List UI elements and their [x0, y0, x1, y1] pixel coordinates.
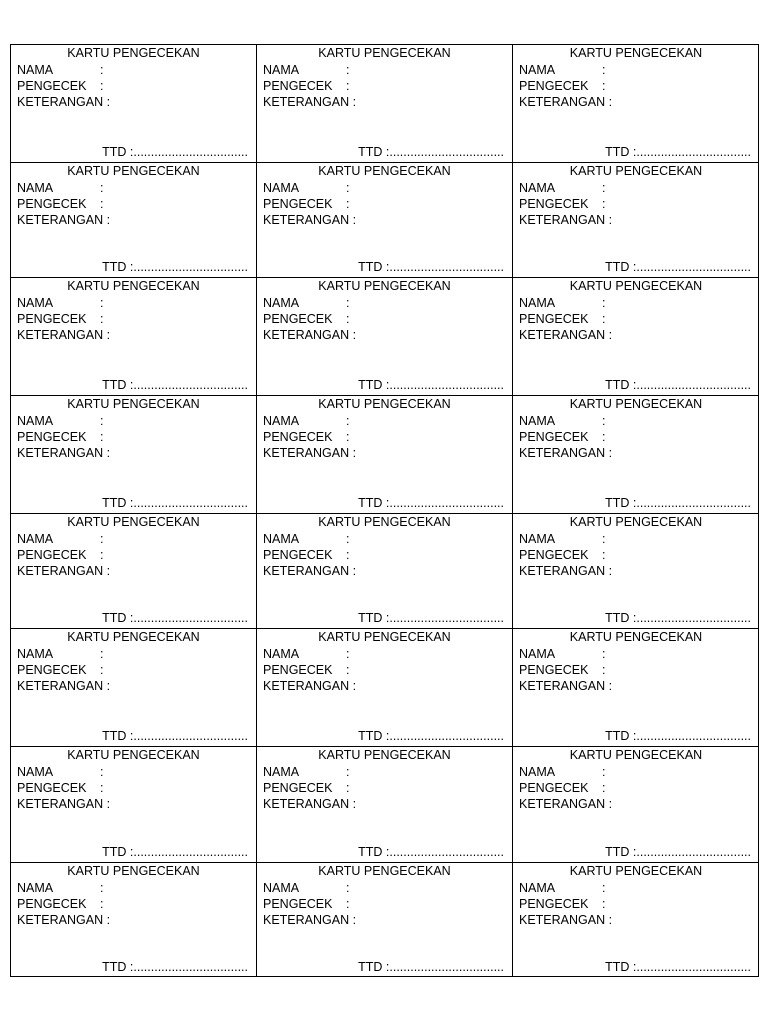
nama-field — [263, 414, 349, 429]
check-card — [513, 863, 759, 977]
nama-label: NAMA — [17, 181, 54, 195]
nama-field — [263, 181, 349, 196]
nama-colon: : — [100, 181, 104, 195]
pengecek-colon: : — [100, 548, 104, 562]
check-card — [257, 163, 513, 277]
nama-colon: : — [602, 532, 606, 546]
pengecek-label: PENGECEK — [519, 781, 589, 795]
pengecek-colon: : — [100, 897, 104, 911]
nama-colon: : — [100, 532, 104, 546]
keterangan-field — [17, 95, 110, 110]
nama-field — [519, 414, 605, 429]
card-title: KARTU PENGECEKAN — [318, 515, 451, 529]
nama-colon: : — [346, 765, 350, 779]
signature-line: TTD :................................. — [102, 611, 248, 625]
check-card — [513, 396, 759, 513]
check-card — [513, 629, 759, 746]
nama-colon: : — [346, 647, 350, 661]
check-card — [11, 45, 257, 162]
pengecek-label: PENGECEK — [263, 897, 333, 911]
nama-label: NAMA — [519, 181, 556, 195]
keterangan-field — [263, 913, 356, 928]
keterangan-field — [519, 213, 612, 228]
keterangan-field — [519, 913, 612, 928]
pengecek-field — [263, 663, 349, 678]
pengecek-colon: : — [346, 548, 350, 562]
keterangan-field — [17, 328, 110, 343]
signature-line: TTD :................................. — [358, 611, 504, 625]
keterangan-label: KETERANGAN : — [17, 213, 111, 227]
nama-label: NAMA — [263, 881, 300, 895]
nama-colon: : — [100, 414, 104, 428]
keterangan-field — [17, 564, 110, 579]
pengecek-field — [17, 897, 103, 912]
pengecek-field — [263, 781, 349, 796]
nama-label: NAMA — [263, 181, 300, 195]
pengecek-label: PENGECEK — [17, 79, 87, 93]
pengecek-field — [519, 79, 605, 94]
signature-line: TTD :................................. — [605, 729, 751, 743]
signature-line: TTD :................................. — [102, 260, 248, 274]
card-title: KARTU PENGECEKAN — [318, 397, 451, 411]
nama-label: NAMA — [263, 414, 300, 428]
nama-label: NAMA — [263, 296, 300, 310]
check-card — [11, 747, 257, 862]
card-title: KARTU PENGECEKAN — [67, 630, 200, 644]
nama-colon: : — [602, 63, 606, 77]
pengecek-label: PENGECEK — [519, 312, 589, 326]
nama-field — [263, 647, 349, 662]
pengecek-colon: : — [346, 312, 350, 326]
keterangan-field — [263, 95, 356, 110]
keterangan-label: KETERANGAN : — [17, 564, 111, 578]
keterangan-field — [17, 913, 110, 928]
check-card — [257, 629, 513, 746]
check-card — [257, 396, 513, 513]
nama-field — [263, 63, 349, 78]
nama-colon: : — [100, 647, 104, 661]
pengecek-label: PENGECEK — [17, 781, 87, 795]
keterangan-field — [263, 446, 356, 461]
nama-colon: : — [346, 414, 350, 428]
nama-colon: : — [602, 181, 606, 195]
pengecek-label: PENGECEK — [17, 197, 87, 211]
check-card-sheet — [10, 44, 759, 977]
signature-line: TTD :................................. — [358, 729, 504, 743]
keterangan-label: KETERANGAN : — [17, 328, 111, 342]
nama-field — [17, 181, 103, 196]
pengecek-field — [263, 548, 349, 563]
nama-colon: : — [602, 414, 606, 428]
keterangan-label: KETERANGAN : — [17, 797, 111, 811]
keterangan-field — [17, 797, 110, 812]
card-title: KARTU PENGECEKAN — [569, 864, 703, 878]
pengecek-colon: : — [602, 781, 606, 795]
nama-colon: : — [602, 647, 606, 661]
signature-line: TTD :................................. — [102, 496, 248, 510]
card-title: KARTU PENGECEKAN — [67, 279, 200, 293]
pengecek-colon: : — [100, 663, 104, 677]
pengecek-field — [519, 312, 605, 327]
card-title: KARTU PENGECEKAN — [569, 279, 703, 293]
keterangan-field — [17, 213, 110, 228]
nama-colon: : — [100, 765, 104, 779]
card-row — [11, 278, 758, 396]
keterangan-field — [17, 679, 110, 694]
signature-line: TTD :................................. — [102, 378, 248, 392]
signature-line: TTD :................................. — [358, 145, 504, 159]
nama-field — [17, 765, 103, 780]
card-title: KARTU PENGECEKAN — [569, 46, 703, 60]
signature-line: TTD :................................. — [358, 845, 504, 859]
pengecek-label: PENGECEK — [17, 897, 87, 911]
nama-label: NAMA — [17, 765, 54, 779]
nama-label: NAMA — [519, 765, 556, 779]
signature-line: TTD :................................. — [605, 145, 751, 159]
pengecek-colon: : — [100, 781, 104, 795]
pengecek-colon: : — [602, 897, 606, 911]
signature-line: TTD :................................. — [605, 378, 751, 392]
nama-field — [519, 532, 605, 547]
card-row — [11, 629, 758, 747]
signature-line: TTD :................................. — [605, 845, 751, 859]
pengecek-field — [519, 430, 605, 445]
keterangan-label: KETERANGAN : — [263, 797, 357, 811]
keterangan-field — [519, 679, 612, 694]
check-card — [513, 278, 759, 395]
check-card — [257, 863, 513, 977]
nama-colon: : — [346, 532, 350, 546]
keterangan-field — [519, 95, 612, 110]
card-row — [11, 514, 758, 629]
pengecek-colon: : — [602, 430, 606, 444]
keterangan-label: KETERANGAN : — [519, 95, 613, 109]
nama-label: NAMA — [17, 63, 54, 77]
keterangan-label: KETERANGAN : — [519, 564, 613, 578]
keterangan-label: KETERANGAN : — [519, 913, 613, 927]
signature-line: TTD :................................. — [102, 960, 248, 974]
card-row — [11, 45, 758, 163]
nama-label: NAMA — [263, 647, 300, 661]
pengecek-label: PENGECEK — [263, 79, 333, 93]
keterangan-label: KETERANGAN : — [17, 95, 111, 109]
nama-colon: : — [602, 881, 606, 895]
check-card — [257, 278, 513, 395]
keterangan-label: KETERANGAN : — [263, 213, 357, 227]
pengecek-field — [17, 781, 103, 796]
nama-colon: : — [100, 63, 104, 77]
nama-colon: : — [346, 296, 350, 310]
nama-label: NAMA — [263, 63, 300, 77]
keterangan-label: KETERANGAN : — [519, 328, 613, 342]
card-row — [11, 863, 758, 977]
keterangan-label: KETERANGAN : — [519, 797, 613, 811]
keterangan-label: KETERANGAN : — [17, 913, 111, 927]
pengecek-label: PENGECEK — [17, 312, 87, 326]
pengecek-label: PENGECEK — [263, 663, 333, 677]
card-title: KARTU PENGECEKAN — [67, 515, 200, 529]
pengecek-colon: : — [100, 430, 104, 444]
signature-line: TTD :................................. — [605, 611, 751, 625]
card-title: KARTU PENGECEKAN — [318, 748, 451, 762]
nama-label: NAMA — [519, 414, 556, 428]
check-card — [513, 45, 759, 162]
keterangan-label: KETERANGAN : — [519, 213, 613, 227]
check-card — [11, 514, 257, 628]
keterangan-label: KETERANGAN : — [263, 95, 357, 109]
signature-line: TTD :................................. — [605, 960, 751, 974]
keterangan-label: KETERANGAN : — [263, 446, 357, 460]
nama-colon: : — [346, 63, 350, 77]
card-title: KARTU PENGECEKAN — [318, 279, 451, 293]
card-title: KARTU PENGECEKAN — [67, 864, 200, 878]
pengecek-field — [17, 312, 103, 327]
pengecek-field — [263, 312, 349, 327]
check-card — [11, 396, 257, 513]
nama-field — [17, 532, 103, 547]
keterangan-field — [263, 213, 356, 228]
card-title: KARTU PENGECEKAN — [569, 164, 703, 178]
pengecek-field — [519, 548, 605, 563]
nama-label: NAMA — [17, 414, 54, 428]
nama-label: NAMA — [519, 532, 556, 546]
pengecek-colon: : — [346, 430, 350, 444]
nama-field — [263, 296, 349, 311]
check-card — [257, 747, 513, 862]
nama-colon: : — [346, 881, 350, 895]
pengecek-label: PENGECEK — [17, 548, 87, 562]
check-card — [11, 278, 257, 395]
pengecek-label: PENGECEK — [519, 430, 589, 444]
nama-label: NAMA — [519, 647, 556, 661]
pengecek-label: PENGECEK — [263, 312, 333, 326]
nama-field — [17, 414, 103, 429]
pengecek-colon: : — [602, 548, 606, 562]
pengecek-field — [17, 79, 103, 94]
card-row — [11, 747, 758, 863]
nama-colon: : — [100, 296, 104, 310]
pengecek-field — [17, 548, 103, 563]
card-title: KARTU PENGECEKAN — [318, 164, 451, 178]
signature-line: TTD :................................. — [102, 145, 248, 159]
nama-field — [17, 881, 103, 896]
pengecek-field — [519, 663, 605, 678]
card-title: KARTU PENGECEKAN — [67, 397, 200, 411]
keterangan-label: KETERANGAN : — [263, 328, 357, 342]
nama-label: NAMA — [263, 532, 300, 546]
keterangan-field — [519, 564, 612, 579]
check-card — [11, 163, 257, 277]
pengecek-label: PENGECEK — [519, 897, 589, 911]
card-title: KARTU PENGECEKAN — [67, 164, 200, 178]
pengecek-label: PENGECEK — [519, 197, 589, 211]
nama-label: NAMA — [17, 296, 54, 310]
pengecek-field — [17, 663, 103, 678]
pengecek-colon: : — [346, 197, 350, 211]
nama-field — [519, 296, 605, 311]
check-card — [11, 629, 257, 746]
card-title: KARTU PENGECEKAN — [569, 397, 703, 411]
signature-line: TTD :................................. — [358, 260, 504, 274]
pengecek-colon: : — [346, 897, 350, 911]
nama-label: NAMA — [17, 532, 54, 546]
keterangan-field — [263, 564, 356, 579]
keterangan-label: KETERANGAN : — [263, 564, 357, 578]
pengecek-field — [519, 781, 605, 796]
check-card — [257, 45, 513, 162]
pengecek-colon: : — [602, 312, 606, 326]
pengecek-label: PENGECEK — [17, 663, 87, 677]
pengecek-field — [263, 897, 349, 912]
card-title: KARTU PENGECEKAN — [67, 748, 200, 762]
pengecek-field — [17, 430, 103, 445]
card-title: KARTU PENGECEKAN — [318, 864, 451, 878]
pengecek-field — [263, 79, 349, 94]
card-title: KARTU PENGECEKAN — [318, 630, 451, 644]
nama-field — [17, 296, 103, 311]
signature-line: TTD :................................. — [358, 960, 504, 974]
nama-label: NAMA — [17, 881, 54, 895]
pengecek-field — [263, 197, 349, 212]
nama-label: NAMA — [263, 765, 300, 779]
nama-field — [263, 765, 349, 780]
keterangan-label: KETERANGAN : — [17, 446, 111, 460]
signature-line: TTD :................................. — [358, 496, 504, 510]
signature-line: TTD :................................. — [358, 378, 504, 392]
keterangan-label: KETERANGAN : — [17, 679, 111, 693]
pengecek-field — [263, 430, 349, 445]
pengecek-field — [519, 197, 605, 212]
nama-field — [519, 181, 605, 196]
pengecek-label: PENGECEK — [263, 781, 333, 795]
keterangan-label: KETERANGAN : — [263, 679, 357, 693]
keterangan-field — [519, 446, 612, 461]
signature-line: TTD :................................. — [102, 729, 248, 743]
keterangan-label: KETERANGAN : — [519, 679, 613, 693]
card-title: KARTU PENGECEKAN — [67, 46, 200, 60]
pengecek-field — [519, 897, 605, 912]
nama-field — [17, 63, 103, 78]
card-row — [11, 163, 758, 278]
pengecek-label: PENGECEK — [519, 663, 589, 677]
pengecek-label: PENGECEK — [263, 430, 333, 444]
pengecek-field — [17, 197, 103, 212]
pengecek-colon: : — [100, 312, 104, 326]
signature-line: TTD :................................. — [605, 496, 751, 510]
nama-colon: : — [602, 296, 606, 310]
nama-colon: : — [346, 181, 350, 195]
keterangan-field — [17, 446, 110, 461]
pengecek-colon: : — [346, 79, 350, 93]
nama-field — [263, 532, 349, 547]
pengecek-label: PENGECEK — [17, 430, 87, 444]
keterangan-field — [519, 328, 612, 343]
pengecek-colon: : — [100, 79, 104, 93]
pengecek-colon: : — [602, 663, 606, 677]
check-card — [513, 514, 759, 628]
keterangan-field — [519, 797, 612, 812]
keterangan-label: KETERANGAN : — [263, 913, 357, 927]
pengecek-colon: : — [100, 197, 104, 211]
card-title: KARTU PENGECEKAN — [569, 748, 703, 762]
signature-line: TTD :................................. — [605, 260, 751, 274]
pengecek-colon: : — [602, 79, 606, 93]
nama-field — [519, 881, 605, 896]
nama-label: NAMA — [519, 881, 556, 895]
signature-line: TTD :................................. — [102, 845, 248, 859]
nama-field — [519, 765, 605, 780]
card-title: KARTU PENGECEKAN — [569, 515, 703, 529]
keterangan-field — [263, 328, 356, 343]
nama-field — [519, 647, 605, 662]
card-title: KARTU PENGECEKAN — [318, 46, 451, 60]
card-row — [11, 396, 758, 514]
card-title: KARTU PENGECEKAN — [569, 630, 703, 644]
check-card — [513, 163, 759, 277]
nama-field — [17, 647, 103, 662]
keterangan-field — [263, 679, 356, 694]
nama-label: NAMA — [519, 63, 556, 77]
nama-field — [263, 881, 349, 896]
pengecek-label: PENGECEK — [263, 197, 333, 211]
pengecek-colon: : — [346, 781, 350, 795]
pengecek-colon: : — [346, 663, 350, 677]
check-card — [11, 863, 257, 977]
nama-label: NAMA — [519, 296, 556, 310]
keterangan-label: KETERANGAN : — [519, 446, 613, 460]
pengecek-label: PENGECEK — [263, 548, 333, 562]
nama-label: NAMA — [17, 647, 54, 661]
pengecek-label: PENGECEK — [519, 548, 589, 562]
check-card — [513, 747, 759, 862]
nama-field — [519, 63, 605, 78]
pengecek-label: PENGECEK — [519, 79, 589, 93]
nama-colon: : — [100, 881, 104, 895]
keterangan-field — [263, 797, 356, 812]
nama-colon: : — [602, 765, 606, 779]
check-card — [257, 514, 513, 628]
pengecek-colon: : — [602, 197, 606, 211]
